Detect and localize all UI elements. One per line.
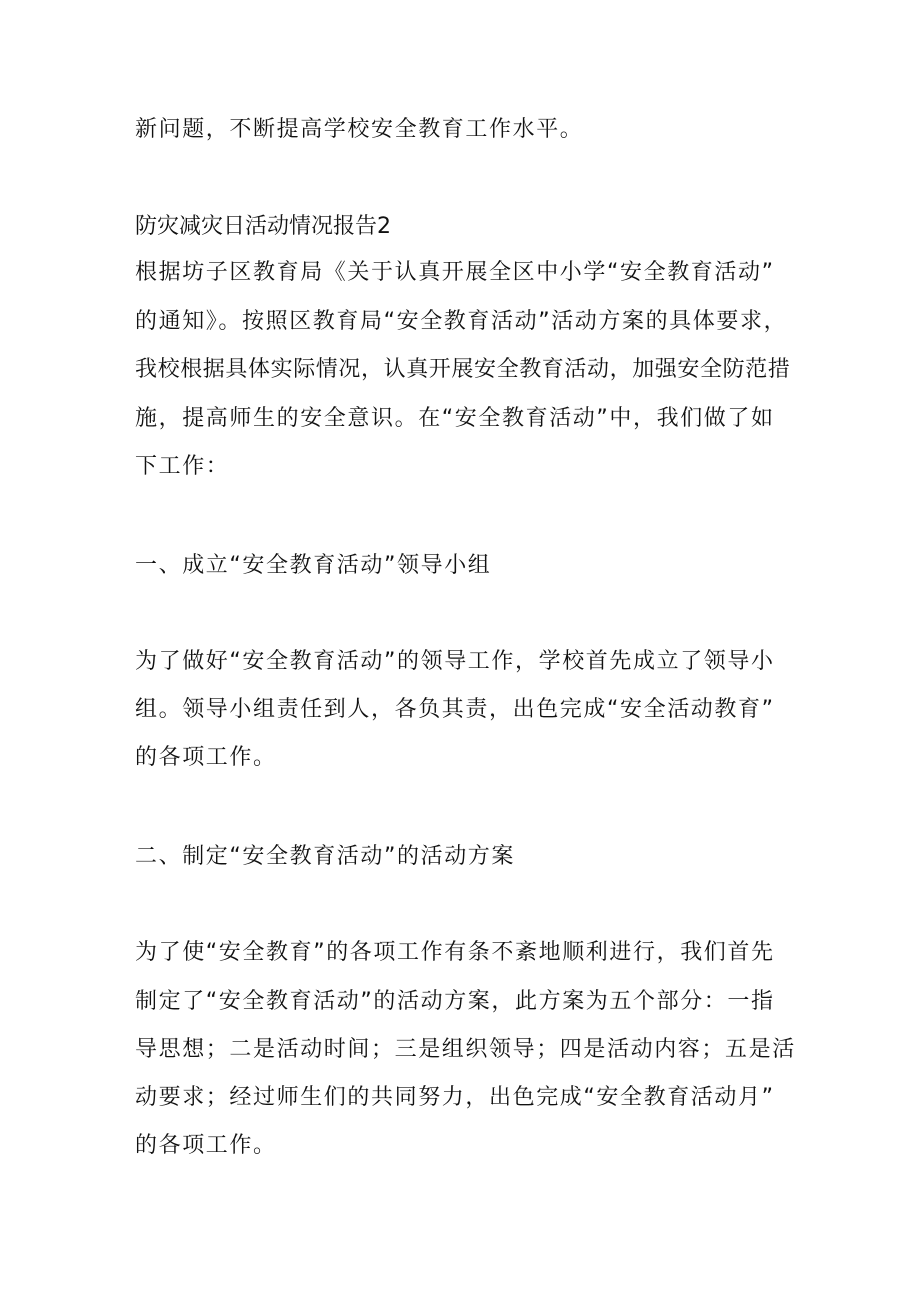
paragraph-line: 制定了“安全教育活动”的活动方案，此方案为五个部分：一指 [135,989,775,1014]
paragraph-line: 导思想；二是活动时间；三是组织领导；四是活动内容；五是活 [135,1037,796,1062]
section-heading: 一、成立“安全教育活动”领导小组 [135,553,492,578]
paragraph-line: 的各项工作。 [135,745,277,770]
paragraph-line: 动要求；经过师生们的共同努力，出色完成“安全教育活动月” [135,1085,775,1110]
paragraph-line: 组。领导小组责任到人，各负其责，出色完成“安全活动教育” [135,697,775,722]
paragraph-line: 下工作： [135,454,230,479]
paragraph-line: 为了使“安全教育”的各项工作有条不紊地顺利进行，我们首先 [135,940,775,965]
paragraph-line: 的各项工作。 [135,1133,277,1158]
section-title: 防灾减灾日活动情况报告2 [135,214,391,239]
paragraph-line: 的通知》。按照区教育局“安全教育活动”活动方案的具体要求， [135,309,788,334]
paragraph-line: 我校根据具体实际情况，认真开展安全教育活动，加强安全防范措 [135,357,791,382]
paragraph-line: 施，提高师生的安全意识。在“安全教育活动”中，我们做了如 [135,406,775,431]
paragraph-line: 新问题，不断提高学校安全教育工作水平。 [135,117,584,142]
section-heading: 二、制定“安全教育活动”的活动方案 [135,844,515,869]
paragraph-line: 为了做好“安全教育活动”的领导工作，学校首先成立了领导小 [135,649,775,674]
paragraph-line: 根据坊子区教育局《关于认真开展全区中小学“安全教育活动” [135,260,775,285]
